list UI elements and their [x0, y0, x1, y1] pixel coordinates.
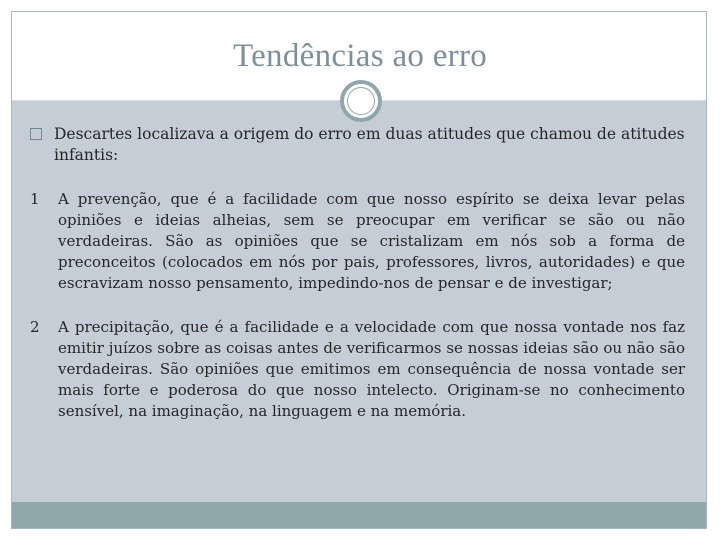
item-text: A prevenção, que é a facilidade com que nosso espírito se deixa levar pelas opiniões e ideias alheias, sem se preocupar em verificar se são ou não verdadeiras. São as opiniões que se cristalizam em nós sob a forma de preconceitos (colocados em nós por pais, professores, livros, autoridades) e que escravizam nosso pensamento, impedindo-nos de pensar e de investigar; — [58, 190, 685, 292]
item-number: 1 — [30, 190, 40, 208]
ring-ornament-icon — [340, 80, 382, 122]
bottom-bar — [12, 502, 706, 528]
bullet-text: Descartes localizava a origem do erro em duas atitudes que chamou de atitudes infantis: — [54, 125, 685, 164]
slide-title: Tendências ao erro — [232, 38, 488, 74]
ring-ornament-inner — [347, 87, 375, 115]
item-number: 2 — [30, 318, 40, 336]
item-text: A precipitação, que é a facilidade e a velocidade com que nossa vontade nos faz emitir juízos sobre as coisas antes de verificarmos se nossas ideias são ou não são verdadeiras. São opiniões que emitimos em consequência de nossa vontade ser mais forte e poderosa do que nosso intelecto. Originam-se no conhecimento sensível, na imaginação, na linguagem e na memória. — [58, 318, 685, 420]
square-bullet-icon — [30, 128, 42, 140]
numbered-item-2 — [30, 317, 685, 422]
bullet-item — [30, 124, 685, 166]
numbered-item-1 — [30, 189, 685, 294]
slide-body — [30, 124, 685, 422]
